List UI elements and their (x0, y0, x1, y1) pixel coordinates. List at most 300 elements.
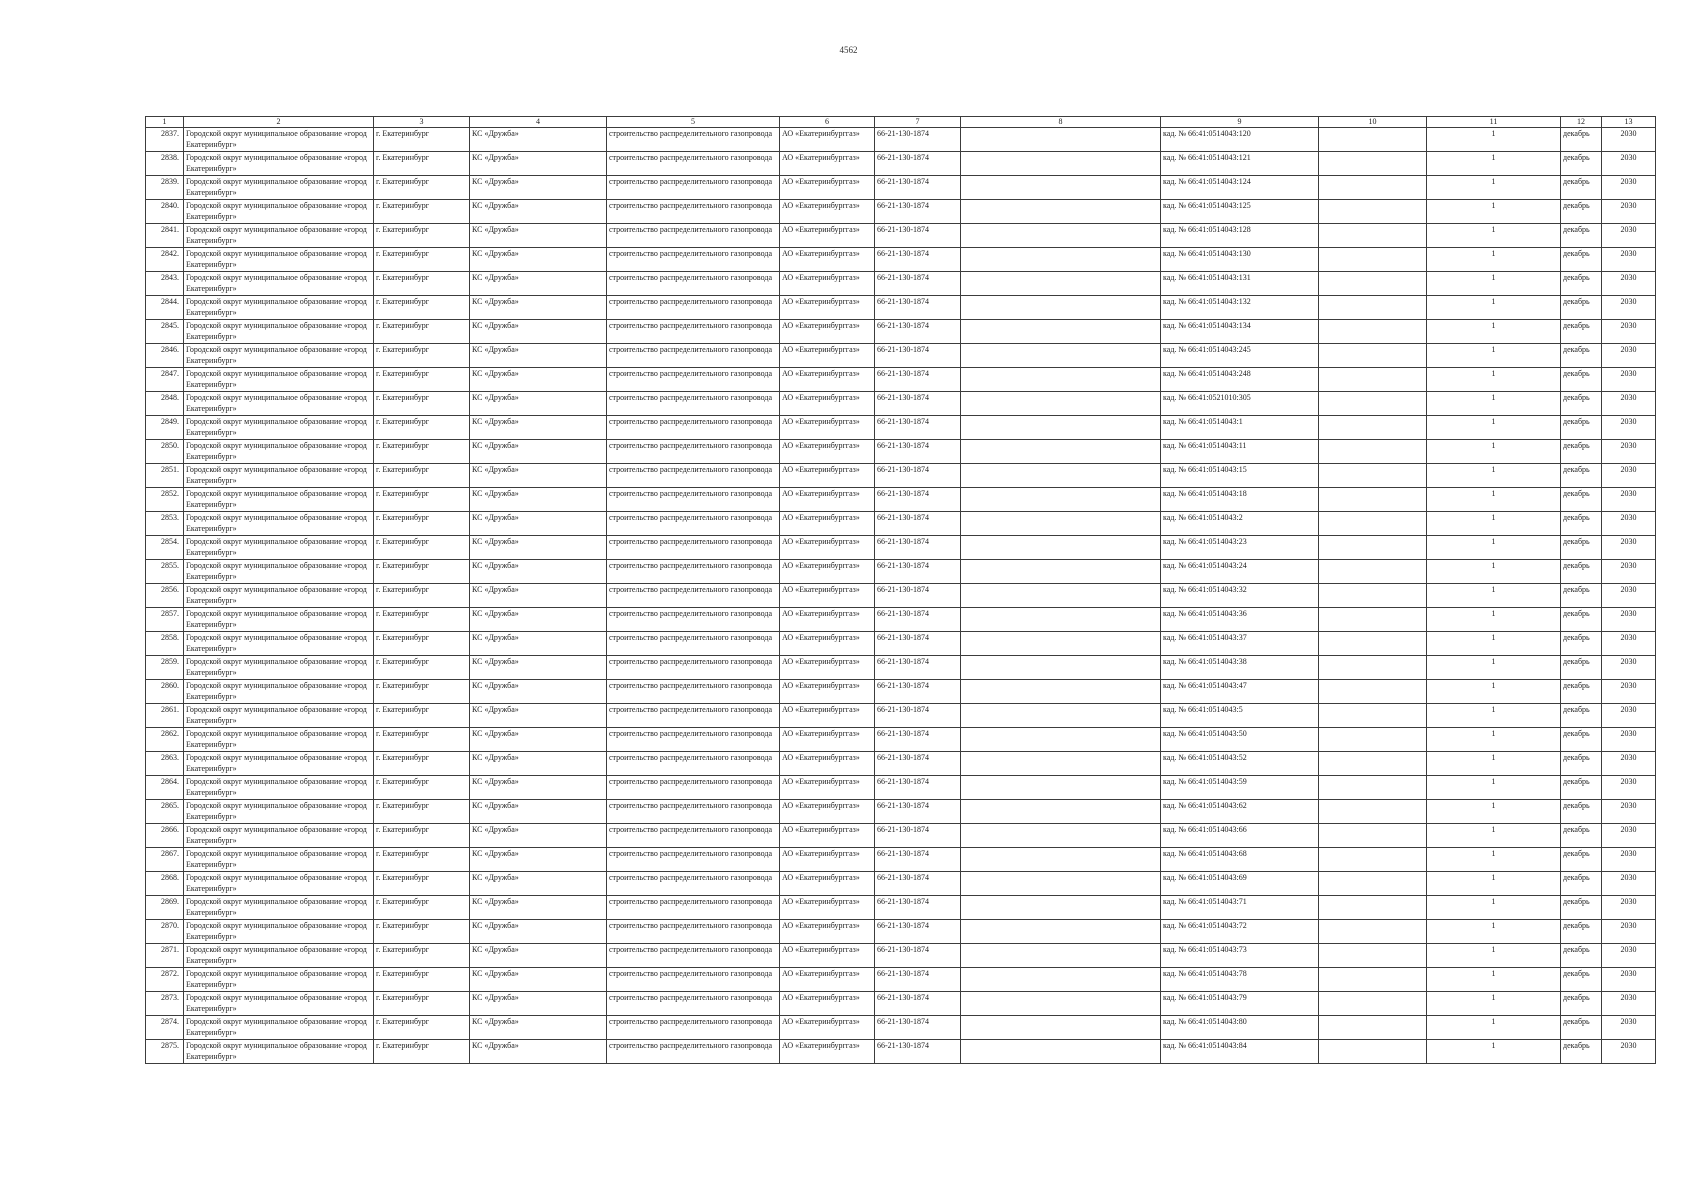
table-row (146, 656, 1656, 680)
col10-cell (1319, 248, 1427, 272)
city-cell: г. Екатеринбург (374, 776, 470, 800)
city-cell: г. Екатеринбург (374, 368, 470, 392)
col8-cell (961, 608, 1161, 632)
table-row (146, 440, 1656, 464)
city-cell: г. Екатеринбург (374, 440, 470, 464)
owner-cell: АО «Екатеринбурггаз» (780, 488, 875, 512)
year-cell: 2030 (1602, 1040, 1656, 1064)
object-cell: КС «Дружба» (470, 968, 607, 992)
col8-cell (961, 968, 1161, 992)
table-row (146, 392, 1656, 416)
owner-cell: АО «Екатеринбурггаз» (780, 176, 875, 200)
cadastral-number-cell: кад. № 66:41:0514043:5 (1161, 704, 1319, 728)
work-description-cell: строительство распределительного газопровода (607, 704, 780, 728)
object-cell: КС «Дружба» (470, 320, 607, 344)
city-cell: г. Екатеринбург (374, 176, 470, 200)
owner-cell: АО «Екатеринбурггаз» (780, 944, 875, 968)
table-header (146, 117, 1656, 128)
table-row (146, 536, 1656, 560)
object-cell: КС «Дружба» (470, 176, 607, 200)
year-cell: 2030 (1602, 320, 1656, 344)
col10-cell (1319, 608, 1427, 632)
owner-cell: АО «Екатеринбурггаз» (780, 320, 875, 344)
col10-cell (1319, 416, 1427, 440)
work-description-cell: строительство распределительного газопровода (607, 320, 780, 344)
col10-cell (1319, 440, 1427, 464)
month-cell: декабрь (1561, 152, 1602, 176)
code-cell: 66-21-130-1874 (875, 1016, 961, 1040)
work-description-cell: строительство распределительного газопровода (607, 248, 780, 272)
year-cell: 2030 (1602, 200, 1656, 224)
city-cell: г. Екатеринбург (374, 560, 470, 584)
table-row (146, 944, 1656, 968)
row-number-cell: 2844. (146, 296, 184, 320)
city-cell: г. Екатеринбург (374, 344, 470, 368)
month-cell: декабрь (1561, 560, 1602, 584)
table-row (146, 152, 1656, 176)
col8-cell (961, 536, 1161, 560)
cadastral-number-cell: кад. № 66:41:0514043:15 (1161, 464, 1319, 488)
object-cell: КС «Дружба» (470, 440, 607, 464)
object-cell: КС «Дружба» (470, 416, 607, 440)
quantity-cell: 1 (1427, 752, 1561, 776)
col10-cell (1319, 344, 1427, 368)
owner-cell: АО «Екатеринбурггаз» (780, 560, 875, 584)
month-cell: декабрь (1561, 656, 1602, 680)
table-row (146, 800, 1656, 824)
row-number-cell: 2868. (146, 872, 184, 896)
col10-cell (1319, 992, 1427, 1016)
row-number-cell: 2863. (146, 752, 184, 776)
year-cell: 2030 (1602, 464, 1656, 488)
city-cell: г. Екатеринбург (374, 536, 470, 560)
object-cell: КС «Дружба» (470, 224, 607, 248)
col8-cell (961, 800, 1161, 824)
quantity-cell: 1 (1427, 440, 1561, 464)
row-number-cell: 2845. (146, 320, 184, 344)
city-cell: г. Екатеринбург (374, 224, 470, 248)
year-cell: 2030 (1602, 656, 1656, 680)
month-cell: декабрь (1561, 632, 1602, 656)
quantity-cell: 1 (1427, 1040, 1561, 1064)
col10-cell (1319, 1016, 1427, 1040)
col10-cell (1319, 848, 1427, 872)
code-cell: 66-21-130-1874 (875, 296, 961, 320)
table-row (146, 248, 1656, 272)
owner-cell: АО «Екатеринбурггаз» (780, 272, 875, 296)
municipality-cell: Городской округ муниципальное образование «город Екатеринбург» (184, 464, 374, 488)
cadastral-number-cell: кад. № 66:41:0514043:2 (1161, 512, 1319, 536)
cadastral-number-cell: кад. № 66:41:0514043:120 (1161, 128, 1319, 152)
col10-cell (1319, 752, 1427, 776)
year-cell: 2030 (1602, 344, 1656, 368)
work-description-cell: строительство распределительного газопровода (607, 872, 780, 896)
cadastral-number-cell: кад. № 66:41:0514043:84 (1161, 1040, 1319, 1064)
month-cell: декабрь (1561, 824, 1602, 848)
table-row (146, 896, 1656, 920)
city-cell: г. Екатеринбург (374, 248, 470, 272)
year-cell: 2030 (1602, 128, 1656, 152)
municipality-cell: Городской округ муниципальное образование «город Екатеринбург» (184, 944, 374, 968)
quantity-cell: 1 (1427, 272, 1561, 296)
cadastral-number-cell: кад. № 66:41:0514043:73 (1161, 944, 1319, 968)
code-cell: 66-21-130-1874 (875, 776, 961, 800)
year-cell: 2030 (1602, 608, 1656, 632)
municipality-cell: Городской округ муниципальное образование «город Екатеринбург» (184, 776, 374, 800)
city-cell: г. Екатеринбург (374, 728, 470, 752)
table-row (146, 584, 1656, 608)
object-cell: КС «Дружба» (470, 800, 607, 824)
col10-cell (1319, 536, 1427, 560)
work-description-cell: строительство распределительного газопровода (607, 944, 780, 968)
table-row (146, 320, 1656, 344)
col10-cell (1319, 368, 1427, 392)
object-cell: КС «Дружба» (470, 680, 607, 704)
year-cell: 2030 (1602, 800, 1656, 824)
municipality-cell: Городской округ муниципальное образование «город Екатеринбург» (184, 512, 374, 536)
cadastral-number-cell: кад. № 66:41:0514043:68 (1161, 848, 1319, 872)
object-cell: КС «Дружба» (470, 128, 607, 152)
table-row (146, 176, 1656, 200)
code-cell: 66-21-130-1874 (875, 920, 961, 944)
year-cell: 2030 (1602, 776, 1656, 800)
col8-cell (961, 368, 1161, 392)
col10-cell (1319, 632, 1427, 656)
city-cell: г. Екатеринбург (374, 800, 470, 824)
work-description-cell: строительство распределительного газопровода (607, 1016, 780, 1040)
month-cell: декабрь (1561, 680, 1602, 704)
object-cell: КС «Дружба» (470, 248, 607, 272)
city-cell: г. Екатеринбург (374, 296, 470, 320)
quantity-cell: 1 (1427, 800, 1561, 824)
col8-cell (961, 992, 1161, 1016)
municipality-cell: Городской округ муниципальное образование «город Екатеринбург» (184, 680, 374, 704)
object-cell: КС «Дружба» (470, 1016, 607, 1040)
object-cell: КС «Дружба» (470, 776, 607, 800)
code-cell: 66-21-130-1874 (875, 680, 961, 704)
table-row (146, 296, 1656, 320)
row-number-cell: 2872. (146, 968, 184, 992)
col10-cell (1319, 704, 1427, 728)
header-col-13: 13 (1602, 117, 1656, 128)
quantity-cell: 1 (1427, 536, 1561, 560)
col8-cell (961, 440, 1161, 464)
row-number-cell: 2857. (146, 608, 184, 632)
city-cell: г. Екатеринбург (374, 392, 470, 416)
col8-cell (961, 1040, 1161, 1064)
month-cell: декабрь (1561, 512, 1602, 536)
city-cell: г. Екатеринбург (374, 1016, 470, 1040)
month-cell: декабрь (1561, 536, 1602, 560)
col8-cell (961, 656, 1161, 680)
month-cell: декабрь (1561, 344, 1602, 368)
col10-cell (1319, 1040, 1427, 1064)
col10-cell (1319, 200, 1427, 224)
table-row (146, 464, 1656, 488)
month-cell: декабрь (1561, 776, 1602, 800)
month-cell: декабрь (1561, 872, 1602, 896)
municipality-cell: Городской округ муниципальное образование «город Екатеринбург» (184, 560, 374, 584)
municipality-cell: Городской округ муниципальное образование «город Екатеринбург» (184, 920, 374, 944)
code-cell: 66-21-130-1874 (875, 392, 961, 416)
object-cell: КС «Дружба» (470, 608, 607, 632)
col10-cell (1319, 824, 1427, 848)
table-row (146, 704, 1656, 728)
municipality-cell: Городской округ муниципальное образование «город Екатеринбург» (184, 248, 374, 272)
col8-cell (961, 488, 1161, 512)
city-cell: г. Екатеринбург (374, 872, 470, 896)
year-cell: 2030 (1602, 224, 1656, 248)
cadastral-number-cell: кад. № 66:41:0514043:134 (1161, 320, 1319, 344)
quantity-cell: 1 (1427, 512, 1561, 536)
code-cell: 66-21-130-1874 (875, 536, 961, 560)
object-cell: КС «Дружба» (470, 1040, 607, 1064)
work-description-cell: строительство распределительного газопровода (607, 272, 780, 296)
owner-cell: АО «Екатеринбурггаз» (780, 680, 875, 704)
city-cell: г. Екатеринбург (374, 848, 470, 872)
quantity-cell: 1 (1427, 968, 1561, 992)
owner-cell: АО «Екатеринбурггаз» (780, 200, 875, 224)
quantity-cell: 1 (1427, 416, 1561, 440)
col8-cell (961, 248, 1161, 272)
cadastral-number-cell: кад. № 66:41:0514043:245 (1161, 344, 1319, 368)
work-description-cell: строительство распределительного газопровода (607, 800, 780, 824)
object-cell: КС «Дружба» (470, 368, 607, 392)
row-number-cell: 2851. (146, 464, 184, 488)
code-cell: 66-21-130-1874 (875, 752, 961, 776)
work-description-cell: строительство распределительного газопровода (607, 152, 780, 176)
year-cell: 2030 (1602, 680, 1656, 704)
table-row (146, 920, 1656, 944)
year-cell: 2030 (1602, 440, 1656, 464)
table-row (146, 968, 1656, 992)
row-number-cell: 2843. (146, 272, 184, 296)
header-col-2: 2 (184, 117, 374, 128)
object-cell: КС «Дружба» (470, 992, 607, 1016)
code-cell: 66-21-130-1874 (875, 224, 961, 248)
col10-cell (1319, 560, 1427, 584)
city-cell: г. Екатеринбург (374, 128, 470, 152)
work-description-cell: строительство распределительного газопровода (607, 296, 780, 320)
municipality-cell: Городской округ муниципальное образование «город Екатеринбург» (184, 320, 374, 344)
object-cell: КС «Дружба» (470, 152, 607, 176)
owner-cell: АО «Екатеринбурггаз» (780, 824, 875, 848)
work-description-cell: строительство распределительного газопровода (607, 680, 780, 704)
month-cell: декабрь (1561, 200, 1602, 224)
table-row (146, 272, 1656, 296)
row-number-cell: 2875. (146, 1040, 184, 1064)
object-cell: КС «Дружба» (470, 896, 607, 920)
header-col-11: 11 (1427, 117, 1561, 128)
work-description-cell: строительство распределительного газопровода (607, 224, 780, 248)
month-cell: декабрь (1561, 992, 1602, 1016)
code-cell: 66-21-130-1874 (875, 728, 961, 752)
row-number-cell: 2862. (146, 728, 184, 752)
code-cell: 66-21-130-1874 (875, 968, 961, 992)
row-number-cell: 2838. (146, 152, 184, 176)
col8-cell (961, 752, 1161, 776)
col8-cell (961, 920, 1161, 944)
code-cell: 66-21-130-1874 (875, 464, 961, 488)
col8-cell (961, 560, 1161, 584)
col8-cell (961, 944, 1161, 968)
register-table (145, 116, 1656, 1064)
row-number-cell: 2869. (146, 896, 184, 920)
cadastral-number-cell: кад. № 66:41:0514043:52 (1161, 752, 1319, 776)
cadastral-number-cell: кад. № 66:41:0514043:62 (1161, 800, 1319, 824)
quantity-cell: 1 (1427, 560, 1561, 584)
quantity-cell: 1 (1427, 680, 1561, 704)
row-number-cell: 2866. (146, 824, 184, 848)
quantity-cell: 1 (1427, 728, 1561, 752)
work-description-cell: строительство распределительного газопровода (607, 728, 780, 752)
cadastral-number-cell: кад. № 66:41:0514043:11 (1161, 440, 1319, 464)
year-cell: 2030 (1602, 536, 1656, 560)
cadastral-number-cell: кад. № 66:41:0514043:47 (1161, 680, 1319, 704)
owner-cell: АО «Екатеринбурггаз» (780, 752, 875, 776)
work-description-cell: строительство распределительного газопровода (607, 128, 780, 152)
municipality-cell: Городской округ муниципальное образование «город Екатеринбург» (184, 824, 374, 848)
owner-cell: АО «Екатеринбурггаз» (780, 704, 875, 728)
work-description-cell: строительство распределительного газопровода (607, 992, 780, 1016)
quantity-cell: 1 (1427, 944, 1561, 968)
city-cell: г. Екатеринбург (374, 680, 470, 704)
col10-cell (1319, 272, 1427, 296)
quantity-cell: 1 (1427, 632, 1561, 656)
row-number-cell: 2854. (146, 536, 184, 560)
cadastral-number-cell: кад. № 66:41:0514043:66 (1161, 824, 1319, 848)
object-cell: КС «Дружба» (470, 848, 607, 872)
cadastral-number-cell: кад. № 66:41:0514043:38 (1161, 656, 1319, 680)
header-col-3: 3 (374, 117, 470, 128)
object-cell: КС «Дружба» (470, 728, 607, 752)
header-row (146, 117, 1656, 128)
table-row (146, 752, 1656, 776)
code-cell: 66-21-130-1874 (875, 560, 961, 584)
year-cell: 2030 (1602, 704, 1656, 728)
work-description-cell: строительство распределительного газопровода (607, 608, 780, 632)
col8-cell (961, 176, 1161, 200)
work-description-cell: строительство распределительного газопровода (607, 344, 780, 368)
year-cell: 2030 (1602, 296, 1656, 320)
city-cell: г. Екатеринбург (374, 920, 470, 944)
municipality-cell: Городской округ муниципальное образование «город Екатеринбург» (184, 536, 374, 560)
work-description-cell: строительство распределительного газопровода (607, 368, 780, 392)
table-row (146, 1016, 1656, 1040)
year-cell: 2030 (1602, 872, 1656, 896)
table-row (146, 224, 1656, 248)
owner-cell: АО «Екатеринбурггаз» (780, 800, 875, 824)
cadastral-number-cell: кад. № 66:41:0514043:124 (1161, 176, 1319, 200)
municipality-cell: Городской округ муниципальное образование «город Екатеринбург» (184, 152, 374, 176)
year-cell: 2030 (1602, 944, 1656, 968)
table-row (146, 560, 1656, 584)
work-description-cell: строительство распределительного газопровода (607, 176, 780, 200)
cadastral-number-cell: кад. № 66:41:0514043:1 (1161, 416, 1319, 440)
quantity-cell: 1 (1427, 296, 1561, 320)
col10-cell (1319, 680, 1427, 704)
col10-cell (1319, 584, 1427, 608)
month-cell: декабрь (1561, 800, 1602, 824)
object-cell: КС «Дружба» (470, 344, 607, 368)
month-cell: декабрь (1561, 440, 1602, 464)
municipality-cell: Городской округ муниципальное образование «город Екатеринбург» (184, 200, 374, 224)
cadastral-number-cell: кад. № 66:41:0514043:32 (1161, 584, 1319, 608)
year-cell: 2030 (1602, 824, 1656, 848)
table-row (146, 488, 1656, 512)
table-row (146, 512, 1656, 536)
work-description-cell: строительство распределительного газопровода (607, 968, 780, 992)
work-description-cell: строительство распределительного газопровода (607, 632, 780, 656)
table-row (146, 128, 1656, 152)
col10-cell (1319, 152, 1427, 176)
work-description-cell: строительство распределительного газопровода (607, 896, 780, 920)
header-col-9: 9 (1161, 117, 1319, 128)
object-cell: КС «Дружба» (470, 944, 607, 968)
col10-cell (1319, 944, 1427, 968)
year-cell: 2030 (1602, 368, 1656, 392)
quantity-cell: 1 (1427, 176, 1561, 200)
month-cell: декабрь (1561, 944, 1602, 968)
municipality-cell: Городской округ муниципальное образование «город Екатеринбург» (184, 632, 374, 656)
header-col-7: 7 (875, 117, 961, 128)
col10-cell (1319, 776, 1427, 800)
code-cell: 66-21-130-1874 (875, 584, 961, 608)
col8-cell (961, 824, 1161, 848)
cadastral-number-cell: кад. № 66:41:0514043:78 (1161, 968, 1319, 992)
row-number-cell: 2839. (146, 176, 184, 200)
object-cell: КС «Дружба» (470, 464, 607, 488)
owner-cell: АО «Екатеринбурггаз» (780, 416, 875, 440)
work-description-cell: строительство распределительного газопровода (607, 512, 780, 536)
code-cell: 66-21-130-1874 (875, 512, 961, 536)
quantity-cell: 1 (1427, 776, 1561, 800)
owner-cell: АО «Екатеринбурггаз» (780, 1040, 875, 1064)
work-description-cell: строительство распределительного газопровода (607, 656, 780, 680)
owner-cell: АО «Екатеринбурггаз» (780, 608, 875, 632)
city-cell: г. Екатеринбург (374, 464, 470, 488)
municipality-cell: Городской округ муниципальное образование «город Екатеринбург» (184, 368, 374, 392)
code-cell: 66-21-130-1874 (875, 872, 961, 896)
code-cell: 66-21-130-1874 (875, 632, 961, 656)
work-description-cell: строительство распределительного газопровода (607, 752, 780, 776)
cadastral-number-cell: кад. № 66:41:0514043:69 (1161, 872, 1319, 896)
table-row (146, 1040, 1656, 1064)
municipality-cell: Городской округ муниципальное образование «город Екатеринбург» (184, 488, 374, 512)
work-description-cell: строительство распределительного газопровода (607, 776, 780, 800)
col10-cell (1319, 392, 1427, 416)
owner-cell: АО «Екатеринбурггаз» (780, 728, 875, 752)
owner-cell: АО «Екатеринбурггаз» (780, 584, 875, 608)
city-cell: г. Екатеринбург (374, 968, 470, 992)
code-cell: 66-21-130-1874 (875, 248, 961, 272)
year-cell: 2030 (1602, 248, 1656, 272)
municipality-cell: Городской округ муниципальное образование «город Екатеринбург» (184, 608, 374, 632)
code-cell: 66-21-130-1874 (875, 704, 961, 728)
month-cell: декабрь (1561, 920, 1602, 944)
quantity-cell: 1 (1427, 656, 1561, 680)
object-cell: КС «Дружба» (470, 488, 607, 512)
owner-cell: АО «Екатеринбурггаз» (780, 128, 875, 152)
city-cell: г. Екатеринбург (374, 416, 470, 440)
row-number-cell: 2848. (146, 392, 184, 416)
cadastral-number-cell: кад. № 66:41:0521010:305 (1161, 392, 1319, 416)
cadastral-number-cell: кад. № 66:41:0514043:71 (1161, 896, 1319, 920)
month-cell: декабрь (1561, 704, 1602, 728)
quantity-cell: 1 (1427, 224, 1561, 248)
col8-cell (961, 152, 1161, 176)
city-cell: г. Екатеринбург (374, 608, 470, 632)
